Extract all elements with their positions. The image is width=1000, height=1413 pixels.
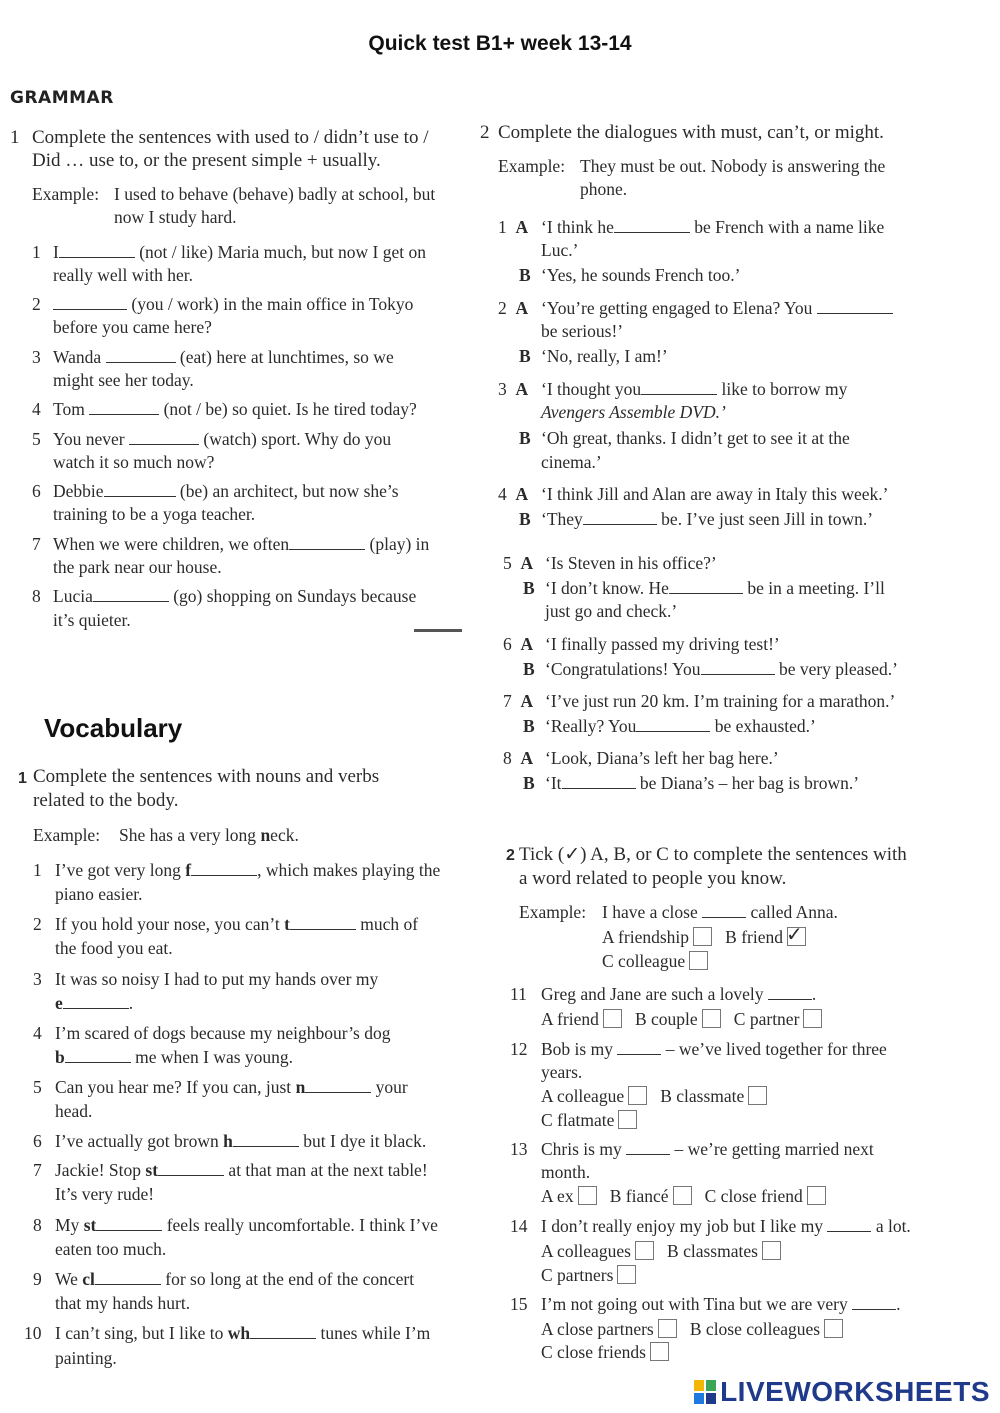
item-text: really well with her. [53,265,193,285]
item-text: ‘You’re getting engaged to Elena? You [541,298,813,318]
grammar-ex1-instruction-2: Did … use to, or the present simple + usually. [32,150,381,171]
item-text: I’ve got very long [55,860,186,880]
item-text: I don’t really enjoy my job but I like my [541,1216,824,1236]
grammar-ex1-number: 1 [10,127,20,148]
option-label: B couple [634,1009,698,1029]
answer-blank[interactable] [93,587,169,602]
answer-blank[interactable] [290,915,356,930]
item-text: h [223,1131,233,1151]
item-text: Can you hear me? If you can, just [55,1077,296,1097]
item-text: ‘I don’t know. He [545,578,669,598]
item-text: If you hold your nose, you can’t [55,914,285,934]
item-number: 4 [33,1023,42,1043]
item-text: ‘I think he [541,217,614,237]
item-number: 3 [498,379,507,399]
logo-text: LIVEWORKSHEETS [720,1376,990,1407]
item-number: 2 [33,914,42,934]
item-text: cl [82,1269,95,1289]
item-text: I can’t sing, but I like to [55,1323,228,1343]
item-text: (not / like) Maria much, but now I get on [139,242,426,262]
item-text: at that man at the next table! [224,1160,428,1180]
answer-blank [626,1140,670,1155]
option-label: C close friends [541,1342,646,1362]
answer-blank[interactable] [53,295,127,310]
item-text: Debbie [53,481,104,501]
item-text: I [53,242,59,262]
option-label: B close colleagues [689,1319,821,1339]
vocab-ex2-instruction-1: Tick (✓) A, B, or C to complete the sentences with [519,844,907,865]
vocab-ex1-instruction-2: related to the body. [33,790,179,811]
item-text: t [284,914,290,934]
item-text: me when I was young. [130,1047,294,1067]
item-text: for so long at the end of the concert [160,1269,415,1289]
item-text: ‘No, really, I am!’ [541,346,668,366]
item-text: ‘Congratulations! You [545,659,701,679]
answer-blank[interactable] [96,1216,162,1231]
answer-blank[interactable] [289,535,365,550]
item-text: . [128,993,134,1013]
option-checkbox[interactable] [578,1186,597,1205]
item-text: the park near our house. [53,557,222,577]
option-checkbox[interactable] [603,1009,622,1028]
checkmark-icon: ✓ [785,922,803,946]
item-text: It’s very rude! [55,1184,155,1204]
option-label: A close partners [541,1319,654,1339]
item-text: Jackie! Stop [55,1160,146,1180]
item-text: Lucia [53,586,93,606]
item-number: 6 [33,1131,42,1151]
item-text: . [896,1294,901,1314]
item-text: st [83,1215,97,1235]
item-text: e [55,993,63,1013]
item-text: n [260,825,271,845]
item-number: 1 [33,860,42,880]
item-text: be serious!’ [541,321,624,341]
item-number: 2 [498,298,507,318]
option-checkbox[interactable] [702,1009,721,1028]
item-text: f [185,860,192,880]
answer-blank[interactable] [562,774,636,789]
grammar-ex2-example-line-1: They must be out. Nobody is answering the [580,156,886,176]
item-number: 5 [33,1077,42,1097]
item-number: 10 [24,1323,42,1343]
item-number: 13 [510,1139,528,1159]
item-number: 9 [33,1269,42,1289]
option-checkbox[interactable] [650,1342,669,1361]
option-label: C partners [541,1265,614,1285]
item-text: be in a meeting. I’ll [747,578,885,598]
item-number: 6 [32,481,41,501]
item-number: 8 [503,748,512,768]
item-text: (not / be) so quiet. Is he tired today? [163,399,417,419]
item-text: painting. [55,1348,117,1368]
item-text: cinema.’ [541,452,602,472]
item-text: ‘I finally passed my driving test!’ [545,634,780,654]
option-label: B fiancé [609,1186,669,1206]
answer-blank[interactable] [669,579,743,594]
item-text: Greg and Jane are such a lovely [541,984,764,1004]
option-checkbox[interactable] [748,1086,767,1105]
item-text: ‘They [541,509,583,529]
item-number: 8 [33,1215,42,1235]
option-checkbox[interactable] [628,1086,647,1105]
item-number: 5 [503,553,512,573]
option-label: C flatmate [541,1110,615,1130]
item-text: wh [227,1323,251,1343]
item-number: 7 [503,691,512,711]
item-text: n [295,1077,306,1097]
answer-blank[interactable] [95,1270,161,1285]
item-number: 5 [32,429,41,449]
item-text: like to borrow my [721,379,848,399]
item-text: Avengers Assemble DVD.’ [541,402,726,422]
item-text: – we’ve lived together for three [665,1039,887,1059]
item-text: You never [53,429,125,449]
item-text: . [811,984,817,1004]
vocab-ex1-number: 1 [18,770,27,787]
answer-blank[interactable] [106,348,176,363]
option-checkbox[interactable] [803,1009,822,1028]
item-text: It was so noisy I had to put my hands over my [55,969,379,989]
answer-blank[interactable] [614,218,690,233]
answer-blank[interactable] [63,994,129,1009]
item-text: ‘Oh great, thanks. I didn’t get to see it at the [541,428,850,448]
option-label: A friend [541,1009,599,1029]
vocab-ex2-instruction-2: a word related to people you know. [519,868,787,889]
vocab-ex1-instruction-1: Complete the sentences with nouns and verbs [33,766,380,787]
item-text: your [371,1077,408,1097]
answer-blank[interactable] [59,243,135,258]
grammar-ex2-example-line-2: phone. [580,179,628,199]
item-number: 15 [510,1294,528,1314]
item-text: much of [355,914,419,934]
item-text: watch it so much now? [53,452,215,472]
item-text: called Anna. [750,902,838,922]
vocab-ex2-number: 2 [506,847,515,864]
item-text: (play) in [369,534,430,554]
option-checkbox[interactable] [824,1319,843,1338]
option-checkbox[interactable] [618,1110,637,1129]
answer-blank [768,985,812,1000]
item-number: 2 [32,294,41,314]
item-text: be. I’ve just seen Jill in town.’ [661,509,874,529]
item-text: piano easier. [55,884,143,904]
example-blank [702,903,746,918]
item-text: eaten too much. [55,1239,167,1259]
item-text: ‘Really? You [545,716,637,736]
grammar-ex2-number: 2 [480,122,490,143]
answer-blank[interactable] [641,380,717,395]
item-text: I’m not going out with Tina but we are very [541,1294,848,1314]
item-text: (eat) here at lunchtimes, so we [179,347,394,367]
grammar-ex1-example-label: Example: [32,184,100,204]
answer-blank[interactable] [104,482,176,497]
vocabulary-heading: Vocabulary [44,713,183,743]
item-text: it’s quieter. [53,610,131,630]
item-number: 3 [32,347,41,367]
page-title: Quick test B1+ week 13-14 [368,32,632,55]
item-number: 14 [510,1216,528,1236]
item-text: (be) an architect, but now she’s [179,481,399,501]
option-checkbox[interactable] [635,1241,654,1260]
item-text: be French with a name like [694,217,885,237]
item-number: 8 [32,586,41,606]
item-text: head. [55,1101,93,1121]
item-text: a lot. [875,1216,911,1236]
vocab-ex1-example [119,823,299,847]
option-label: A friendship [602,927,690,947]
item-number: 11 [510,984,527,1004]
item-text: Tom [53,399,85,419]
item-number: 6 [503,634,512,654]
item-number: 1 [498,217,507,237]
option-checkbox[interactable] [617,1265,636,1284]
item-text: the food you eat. [55,938,173,958]
item-text: eck. [270,825,299,845]
item-text: – we’re getting married next [674,1139,874,1159]
item-number: 3 [33,969,42,989]
answer-blank[interactable] [89,400,159,415]
item-text: We [55,1269,83,1289]
item-text: ‘Yes, he sounds French too.’ [541,265,741,285]
item-text: might see her today. [53,370,194,390]
item-text: My [55,1215,84,1235]
item-text: (you / work) in the main office in Tokyo [131,294,414,314]
item-text: ‘Is Steven in his office?’ [545,553,717,573]
item-text: , which makes playing the [257,860,441,880]
item-text: ‘I’ve just run 20 km. I’m training for a marathon.’ [545,691,896,711]
item-text: Bob is my [541,1039,613,1059]
answer-blank[interactable] [158,1161,224,1176]
item-number: 7 [33,1160,42,1180]
option-checkbox[interactable] [689,951,708,970]
option-label: A colleague [541,1086,625,1106]
answer-blank [852,1295,896,1310]
option-label: A ex [541,1186,574,1206]
answer-blank[interactable] [250,1324,316,1339]
item-text: month. [541,1162,591,1182]
option-label: B friend [725,927,783,947]
option-label: C partner [733,1009,800,1029]
vocab-ex1-example-label: Example: [33,825,101,845]
logo-icon [694,1380,716,1404]
item-text: ‘I think Jill and Alan are away in Italy this week.’ [541,484,889,504]
grammar-ex2-instruction: Complete the dialogues with must, can’t, or might. [498,122,884,143]
liveworksheets-logo [694,1376,990,1408]
option-label: C colleague [602,951,686,971]
item-number: 1 [32,242,41,262]
answer-blank[interactable] [233,1132,299,1147]
item-number: 12 [510,1039,528,1059]
item-text: but I dye it black. [298,1131,427,1151]
item-text: ‘Look, Diana’s left her bag here.’ [545,748,779,768]
answer-blank[interactable] [583,510,657,525]
item-text: (go) shopping on Sundays because [173,586,417,606]
option-checkbox[interactable] [807,1186,826,1205]
item-text: Wanda [53,347,102,367]
option-label: B classmates [667,1241,758,1261]
item-text: Chris is my [541,1139,622,1159]
grammar-ex1-example-line-2: now I study hard. [114,207,237,227]
option-checkbox[interactable] [673,1186,692,1205]
grammar-heading: GRAMMAR [10,88,114,108]
answer-blank[interactable] [191,861,257,876]
item-text: years. [541,1062,583,1082]
answer-blank[interactable] [817,299,893,314]
answer-blank[interactable] [305,1078,371,1093]
divider [414,629,462,632]
option-checkbox[interactable] [658,1319,677,1338]
grammar-ex1-example-line-1: I used to behave (behave) badly at school, but [114,184,436,204]
item-text: tunes while I’m [316,1323,431,1343]
item-text: b [55,1047,65,1067]
item-text: ‘I thought you [541,379,642,399]
answer-blank [827,1217,871,1232]
item-number: 4 [32,399,41,419]
answer-blank[interactable] [65,1048,131,1063]
vocab-ex2-example-label: Example: [519,902,587,922]
grammar-ex1-instruction-1: Complete the sentences with used to / didn’t use to / [32,127,429,148]
answer-blank[interactable] [701,660,775,675]
item-text: ‘It [545,773,562,793]
option-checkbox[interactable] [693,927,712,946]
item-text: training to be a yoga teacher. [53,504,256,524]
option-checkbox[interactable] [762,1241,781,1260]
item-number: 7 [32,534,41,554]
item-text: just go and check.’ [545,601,678,621]
item-text: I have a close [602,902,698,922]
option-label: B classmate [660,1086,745,1106]
option-checkbox-checked[interactable] [785,922,806,946]
option-label: C close friend [704,1186,803,1206]
item-text: that my hands hurt. [55,1293,191,1313]
option-label: A colleagues [541,1241,631,1261]
item-text: Luc.’ [541,240,579,260]
grammar-ex2-example-label: Example: [498,156,566,176]
item-text: be Diana’s – her bag is brown.’ [639,773,860,793]
item-text: I’ve actually got brown [55,1131,224,1151]
item-text: st [145,1160,159,1180]
item-text: be very pleased.’ [778,659,898,679]
item-text: When we were children, we often [53,534,290,554]
answer-blank[interactable] [129,430,199,445]
item-text: feels really uncomfortable. I think I’ve [162,1215,438,1235]
item-text: I’m scared of dogs because my neighbour’s dog [55,1023,391,1043]
item-text: (watch) sport. Why do you [203,429,392,449]
answer-blank [617,1040,661,1055]
item-number: 4 [498,484,507,504]
item-text: She has a very long [119,825,261,845]
answer-blank[interactable] [636,717,710,732]
item-text: before you came here? [53,317,212,337]
item-text: be exhausted.’ [714,716,816,736]
